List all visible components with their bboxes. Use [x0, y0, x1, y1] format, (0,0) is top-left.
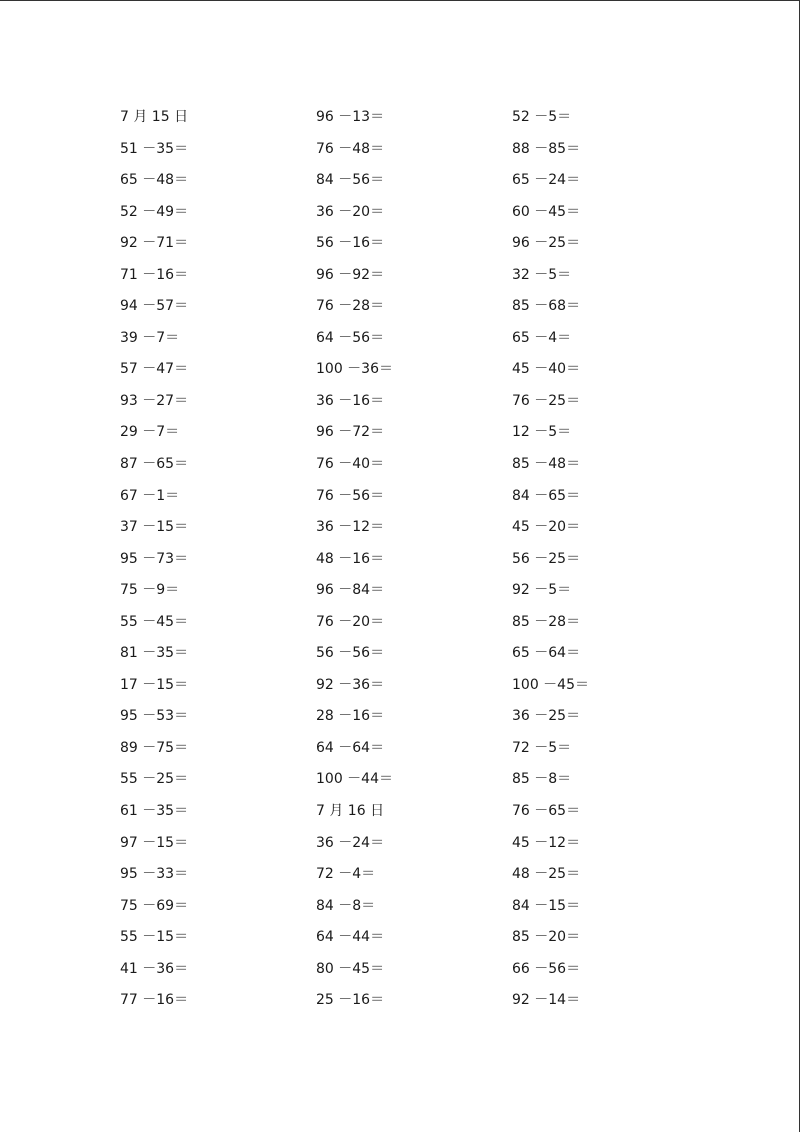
subtraction-problem: 61 －35＝	[120, 803, 189, 820]
subtraction-problem: 92 －71＝	[120, 235, 189, 252]
subtraction-problem: 36 －20＝	[316, 203, 385, 220]
subtraction-problem: 84 －15＝	[512, 897, 581, 914]
subtraction-problem: 56 －16＝	[316, 235, 385, 252]
subtraction-problem: 36 －24＝	[316, 834, 385, 851]
subtraction-problem: 64 －64＝	[316, 739, 385, 756]
subtraction-problem: 41 －36＝	[120, 960, 189, 977]
subtraction-problem: 85 －28＝	[512, 613, 581, 630]
subtraction-problem: 85 －68＝	[512, 298, 581, 315]
subtraction-problem: 75 －9＝	[120, 582, 180, 599]
subtraction-problem: 67 －1＝	[120, 487, 180, 504]
subtraction-problem: 45 －40＝	[512, 361, 581, 378]
subtraction-problem: 85 －48＝	[512, 456, 581, 473]
subtraction-problem: 100 －36＝	[316, 361, 393, 378]
subtraction-problem: 60 －45＝	[512, 203, 581, 220]
subtraction-problem: 87 －65＝	[120, 456, 189, 473]
subtraction-problem: 84 －8＝	[316, 897, 376, 914]
subtraction-problem: 25 －16＝	[316, 992, 385, 1009]
subtraction-problem: 32 －5＝	[512, 266, 572, 283]
subtraction-problem: 95 －33＝	[120, 866, 189, 883]
subtraction-problem: 85 －20＝	[512, 929, 581, 946]
subtraction-problem: 92 －14＝	[512, 992, 581, 1009]
subtraction-problem: 75 －69＝	[120, 897, 189, 914]
subtraction-problem: 95 －73＝	[120, 550, 189, 567]
subtraction-problem: 84 －65＝	[512, 487, 581, 504]
subtraction-problem: 72 －5＝	[512, 739, 572, 756]
subtraction-problem: 94 －57＝	[120, 298, 189, 315]
subtraction-problem: 89 －75＝	[120, 739, 189, 756]
subtraction-problem: 45 －12＝	[512, 834, 581, 851]
problem-column-1	[120, 102, 316, 1017]
subtraction-problem: 51 －35＝	[120, 140, 189, 157]
subtraction-problem: 92 －5＝	[512, 582, 572, 599]
subtraction-problem: 17 －15＝	[120, 676, 189, 693]
subtraction-problem: 36 －16＝	[316, 392, 385, 409]
subtraction-problem: 100 －44＝	[316, 771, 393, 788]
subtraction-problem: 96 －25＝	[512, 235, 581, 252]
subtraction-problem: 56 －56＝	[316, 645, 385, 662]
subtraction-problem: 76 －40＝	[316, 456, 385, 473]
subtraction-problem: 52 －5＝	[512, 109, 572, 125]
date-heading: 7 月 16 日	[316, 803, 385, 820]
problem-column-2	[316, 102, 512, 1017]
subtraction-problem: 85 －8＝	[512, 771, 572, 788]
subtraction-problem: 76 －48＝	[316, 140, 385, 157]
subtraction-problem: 96 －72＝	[316, 424, 385, 441]
subtraction-problem: 39 －7＝	[120, 329, 180, 346]
problem-column-3	[512, 102, 708, 1017]
subtraction-problem: 92 －36＝	[316, 676, 385, 693]
subtraction-problem: 55 －15＝	[120, 929, 189, 946]
subtraction-problem: 96 －13＝	[316, 109, 385, 125]
subtraction-problem: 37 －15＝	[120, 519, 189, 536]
subtraction-problem: 64 －44＝	[316, 929, 385, 946]
subtraction-problem: 76 －65＝	[512, 803, 581, 820]
subtraction-problem: 65 －64＝	[512, 645, 581, 662]
subtraction-problem: 80 －45＝	[316, 960, 385, 977]
subtraction-problem: 96 －84＝	[316, 582, 385, 599]
subtraction-problem: 48 －25＝	[512, 866, 581, 883]
subtraction-problem: 52 －49＝	[120, 203, 189, 220]
subtraction-problem: 65 －48＝	[120, 172, 189, 189]
subtraction-problem: 76 －25＝	[512, 392, 581, 409]
subtraction-problem: 12 －5＝	[512, 424, 572, 441]
subtraction-problem: 48 －16＝	[316, 550, 385, 567]
subtraction-problem: 84 －56＝	[316, 172, 385, 189]
subtraction-problem: 65 －24＝	[512, 172, 581, 189]
subtraction-problem: 66 －56＝	[512, 960, 581, 977]
subtraction-problem: 57 －47＝	[120, 361, 189, 378]
subtraction-problem: 45 －20＝	[512, 519, 581, 536]
subtraction-problem: 72 －4＝	[316, 866, 376, 883]
subtraction-problem: 76 －20＝	[316, 613, 385, 630]
subtraction-problem: 64 －56＝	[316, 329, 385, 346]
subtraction-problem: 55 －45＝	[120, 613, 189, 630]
subtraction-problem: 56 －25＝	[512, 550, 581, 567]
subtraction-problem: 76 －56＝	[316, 487, 385, 504]
problem-columns	[120, 102, 708, 1017]
subtraction-problem: 95 －53＝	[120, 708, 189, 725]
subtraction-problem: 97 －15＝	[120, 834, 189, 851]
subtraction-problem: 65 －4＝	[512, 329, 572, 346]
subtraction-problem: 96 －92＝	[316, 266, 385, 283]
subtraction-problem: 28 －16＝	[316, 708, 385, 725]
subtraction-problem: 100 －45＝	[512, 676, 589, 693]
subtraction-problem: 76 －28＝	[316, 298, 385, 315]
subtraction-problem: 36 －12＝	[316, 519, 385, 536]
subtraction-problem: 77 －16＝	[120, 992, 189, 1009]
subtraction-problem: 29 －7＝	[120, 424, 180, 441]
subtraction-problem: 71 －16＝	[120, 266, 189, 283]
subtraction-problem: 81 －35＝	[120, 645, 189, 662]
subtraction-problem: 88 －85＝	[512, 140, 581, 157]
subtraction-problem: 93 －27＝	[120, 392, 189, 409]
subtraction-problem: 55 －25＝	[120, 771, 189, 788]
subtraction-problem: 36 －25＝	[512, 708, 581, 725]
date-heading: 7 月 15 日	[120, 109, 189, 125]
